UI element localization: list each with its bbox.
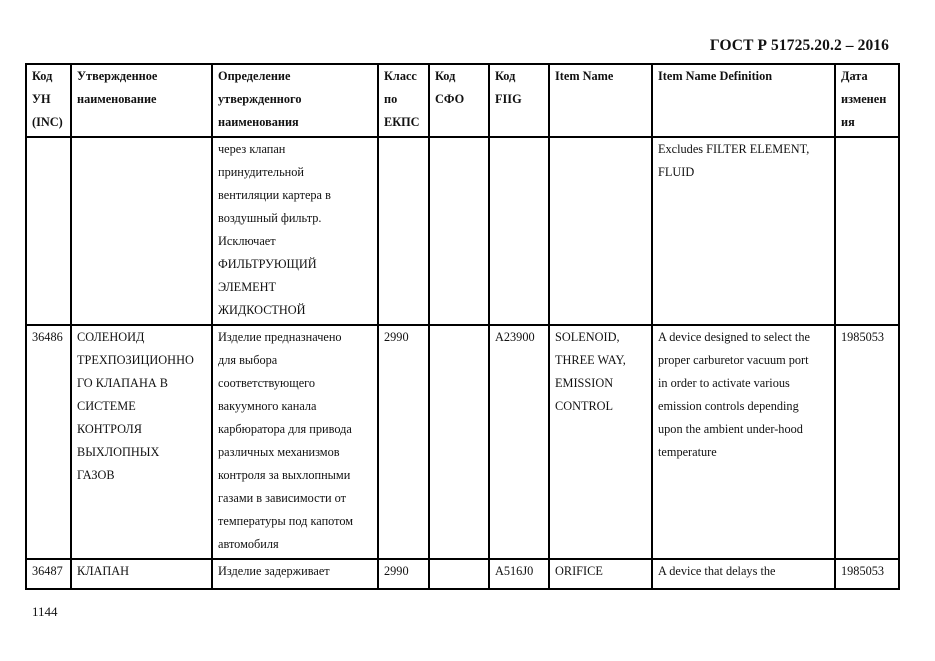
text-line: ЖИДКОСТНОЙ [218, 303, 306, 317]
cell-sfo [429, 559, 489, 589]
cell-date: 1985053 [835, 559, 899, 589]
text-line: вакуумного канала [218, 399, 317, 413]
cell-inc [26, 137, 71, 325]
cell-ekps: 2990 [378, 325, 429, 559]
cell-inc: 36486 [26, 325, 71, 559]
text-line: Код [435, 69, 456, 83]
text-line: ФИЛЬТРУЮЩИЙ [218, 257, 317, 271]
cell-definition [212, 559, 378, 589]
text-line: различных механизмов [218, 445, 340, 459]
text-line: emission controls depending [658, 399, 799, 413]
text-line: A device designed to select the [658, 330, 810, 344]
header-change-date [835, 64, 899, 137]
header-approved-name [71, 64, 212, 137]
text-line: Дата [841, 69, 868, 83]
cell-item-name [549, 137, 652, 325]
text-line: ГО КЛАПАНА В [77, 376, 168, 390]
table-row [26, 559, 899, 589]
text-line: Item Name [555, 69, 614, 83]
text-line: temperature [658, 445, 717, 459]
text-line: (INC) [32, 115, 63, 129]
text-line: in order to activate various [658, 376, 790, 390]
text-line: контроля за выхлопными [218, 468, 351, 482]
text-line: THREE WAY, [555, 353, 626, 367]
cell-name [71, 559, 212, 589]
text-line: КЛАПАН [77, 564, 130, 578]
cell-date [835, 137, 899, 325]
cell-item-name [549, 325, 652, 559]
text-line: A device that delays the [658, 564, 776, 578]
text-line: воздушный фильтр. [218, 211, 322, 225]
text-line: proper carburetor vacuum port [658, 353, 809, 367]
text-line: утвержденного [218, 92, 302, 106]
text-line: изменен [841, 92, 887, 106]
text-line: СОЛЕНОИД [77, 330, 145, 344]
text-line: Код [495, 69, 516, 83]
cell-definition [212, 325, 378, 559]
text-line: УН [32, 92, 51, 106]
text-line: Excludes FILTER ELEMENT, [658, 142, 810, 156]
document-standard-header: ГОСТ Р 51725.20.2 – 2016 [709, 37, 889, 54]
text-line: газами в зависимости от [218, 491, 346, 505]
text-line: наименование [77, 92, 157, 106]
text-line: вентиляции картера в [218, 188, 331, 202]
text-line: ЭЛЕМЕНТ [218, 280, 277, 294]
text-line: Определение [218, 69, 291, 83]
text-line: ТРЕХПОЗИЦИОННО [77, 353, 194, 367]
text-line: Код [32, 69, 53, 83]
cell-fiig [489, 137, 549, 325]
text-line: FLUID [658, 165, 695, 179]
cell-fiig: A516J0 [489, 559, 549, 589]
text-line: через клапан [218, 142, 286, 156]
catalog-table [25, 63, 900, 590]
cell-date: 1985053 [835, 325, 899, 559]
header-inc [26, 64, 71, 137]
table-row [26, 325, 899, 559]
cell-item-definition [652, 559, 835, 589]
text-line: соответствующего [218, 376, 316, 390]
text-line: Исключает [218, 234, 276, 248]
text-line: принудительной [218, 165, 304, 179]
header-item-name [549, 64, 652, 137]
cell-item-name [549, 559, 652, 589]
cell-ekps [378, 137, 429, 325]
text-line: Класс [384, 69, 417, 83]
text-line: СФО [435, 92, 465, 106]
text-line: КОНТРОЛЯ [77, 422, 142, 436]
text-line: SOLENOID, [555, 330, 620, 344]
text-line: ВЫХЛОПНЫХ [77, 445, 160, 459]
header-name-definition [212, 64, 378, 137]
cell-inc: 36487 [26, 559, 71, 589]
cell-sfo [429, 325, 489, 559]
text-line: наименования [218, 115, 299, 129]
text-line: температуры под капотом [218, 514, 354, 528]
text-line: EMISSION [555, 376, 614, 390]
cell-sfo [429, 137, 489, 325]
text-line: для выбора [218, 353, 278, 367]
cell-fiig: A23900 [489, 325, 549, 559]
cell-ekps: 2990 [378, 559, 429, 589]
text-line: Изделие предназначено [218, 330, 342, 344]
header-fiig-code [489, 64, 549, 137]
text-line: Утвержденное [77, 69, 158, 83]
text-line: upon the ambient under-hood [658, 422, 803, 436]
text-line: Изделие задерживает [218, 564, 330, 578]
cell-item-definition [652, 137, 835, 325]
text-line: автомобиля [218, 537, 279, 551]
header-item-name-definition [652, 64, 835, 137]
text-line: ГАЗОВ [77, 468, 115, 482]
text-line: CONTROL [555, 399, 614, 413]
cell-name [71, 137, 212, 325]
text-line: ия [841, 115, 855, 129]
text-line: карбюратора для привода [218, 422, 352, 436]
text-line: по [384, 92, 398, 106]
table-row [26, 137, 899, 325]
cell-name [71, 325, 212, 559]
text-line: СИСТЕМЕ [77, 399, 136, 413]
header-ekps-class [378, 64, 429, 137]
text-line: ORIFICE [555, 564, 603, 578]
header-sfo-code [429, 64, 489, 137]
text-line: FIIG [495, 92, 522, 106]
cell-definition [212, 137, 378, 325]
text-line: Item Name Definition [658, 69, 773, 83]
table-header-row [26, 64, 899, 137]
cell-item-definition [652, 325, 835, 559]
page-number: 1144 [32, 604, 58, 619]
text-line: ЕКПС [384, 115, 420, 129]
